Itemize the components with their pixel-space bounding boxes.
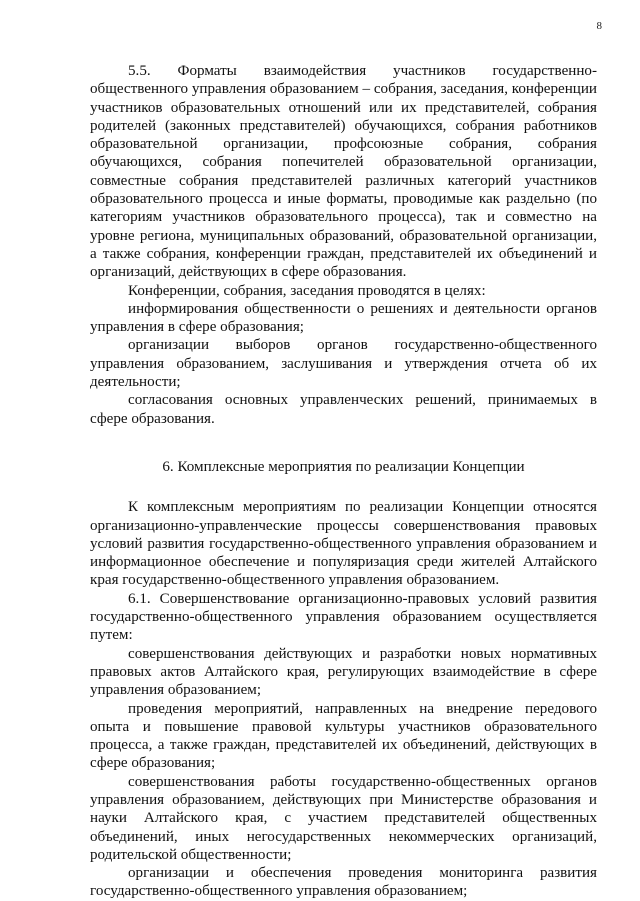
section-6-heading: 6. Комплексные мероприятия по реализации Концепции bbox=[162, 458, 525, 475]
paragraph-goal-informing: информирования общественности о решениях и деятельности органов управления в сфере образования; bbox=[90, 300, 597, 336]
paragraph-complex-measures: К комплексным мероприятиям по реализации Концепции относятся организационно-управленческие процессы совершенствования правовых условий развития государственно-общественного управления образованием и информационное обеспечение и популяризация среди жителей Алтайского края государственно-общественного управления образованием. bbox=[90, 499, 597, 589]
paragraph-measure-events: проведения мероприятий, направленных на внедрение передового опыта и повышение правовой культуры участников образовательного процесса, а также граждан, представителей их объединений, действующих в сфере образования; bbox=[90, 700, 597, 772]
paragraph-6-1: 6.1. Совершенствование организационно-правовых условий развития государственно-общественного управления образованием осуществляется путем: bbox=[90, 590, 597, 644]
paragraph-goal-elections: организации выборов органов государственно-общественного управления образованием, заслушивания и утверждения отчета об их деятельности; bbox=[90, 337, 597, 391]
page-number: 8 bbox=[596, 20, 602, 32]
paragraph-measure-bodies: совершенствования работы государственно-общественных органов управления образованием, действующих при Министерстве образования и науки Алтайского края, с участием представителей общественных объединений, иных негосударственных некоммерческих организаций, родительской общественности; bbox=[90, 773, 597, 863]
paragraph-goal-agreement: согласования основных управленческих решений, принимаемых в сфере образования. bbox=[90, 392, 597, 427]
document-body bbox=[90, 62, 597, 901]
paragraph-5-5: 5.5. Форматы взаимодействия участников государственно-общественного управления образованием – собрания, заседания, конференции участников образовательных отношений или их представителей, собрания родителей (законных представителей) обучающихся, собрания работников образовательной организации, профсоюзные собрания, собрания обучающихся, собрания попечителей образовательной организации, совместные собрания представителей различных категорий участников образовательного процесса и иные форматы, проводимые как раздельно (по категориям участников образовательного процесса), так и совместно на уровне региона, муниципальных образований, образовательной организации, а также собрания, конференции граждан, представителей их объединений и организаций, действующих в сфере образования. bbox=[90, 63, 597, 281]
paragraph-measure-legal-acts: совершенствования действующих и разработки новых нормативных правовых актов Алтайского края, регулирующих взаимодействие в сфере управления образованием; bbox=[90, 645, 597, 699]
paragraph-measure-monitoring: организации и обеспечения проведения мониторинга развития государственно-общественного управления образованием; bbox=[90, 865, 597, 900]
paragraph-goals-intro: Конференции, собрания, заседания проводятся в целях: bbox=[128, 282, 486, 299]
